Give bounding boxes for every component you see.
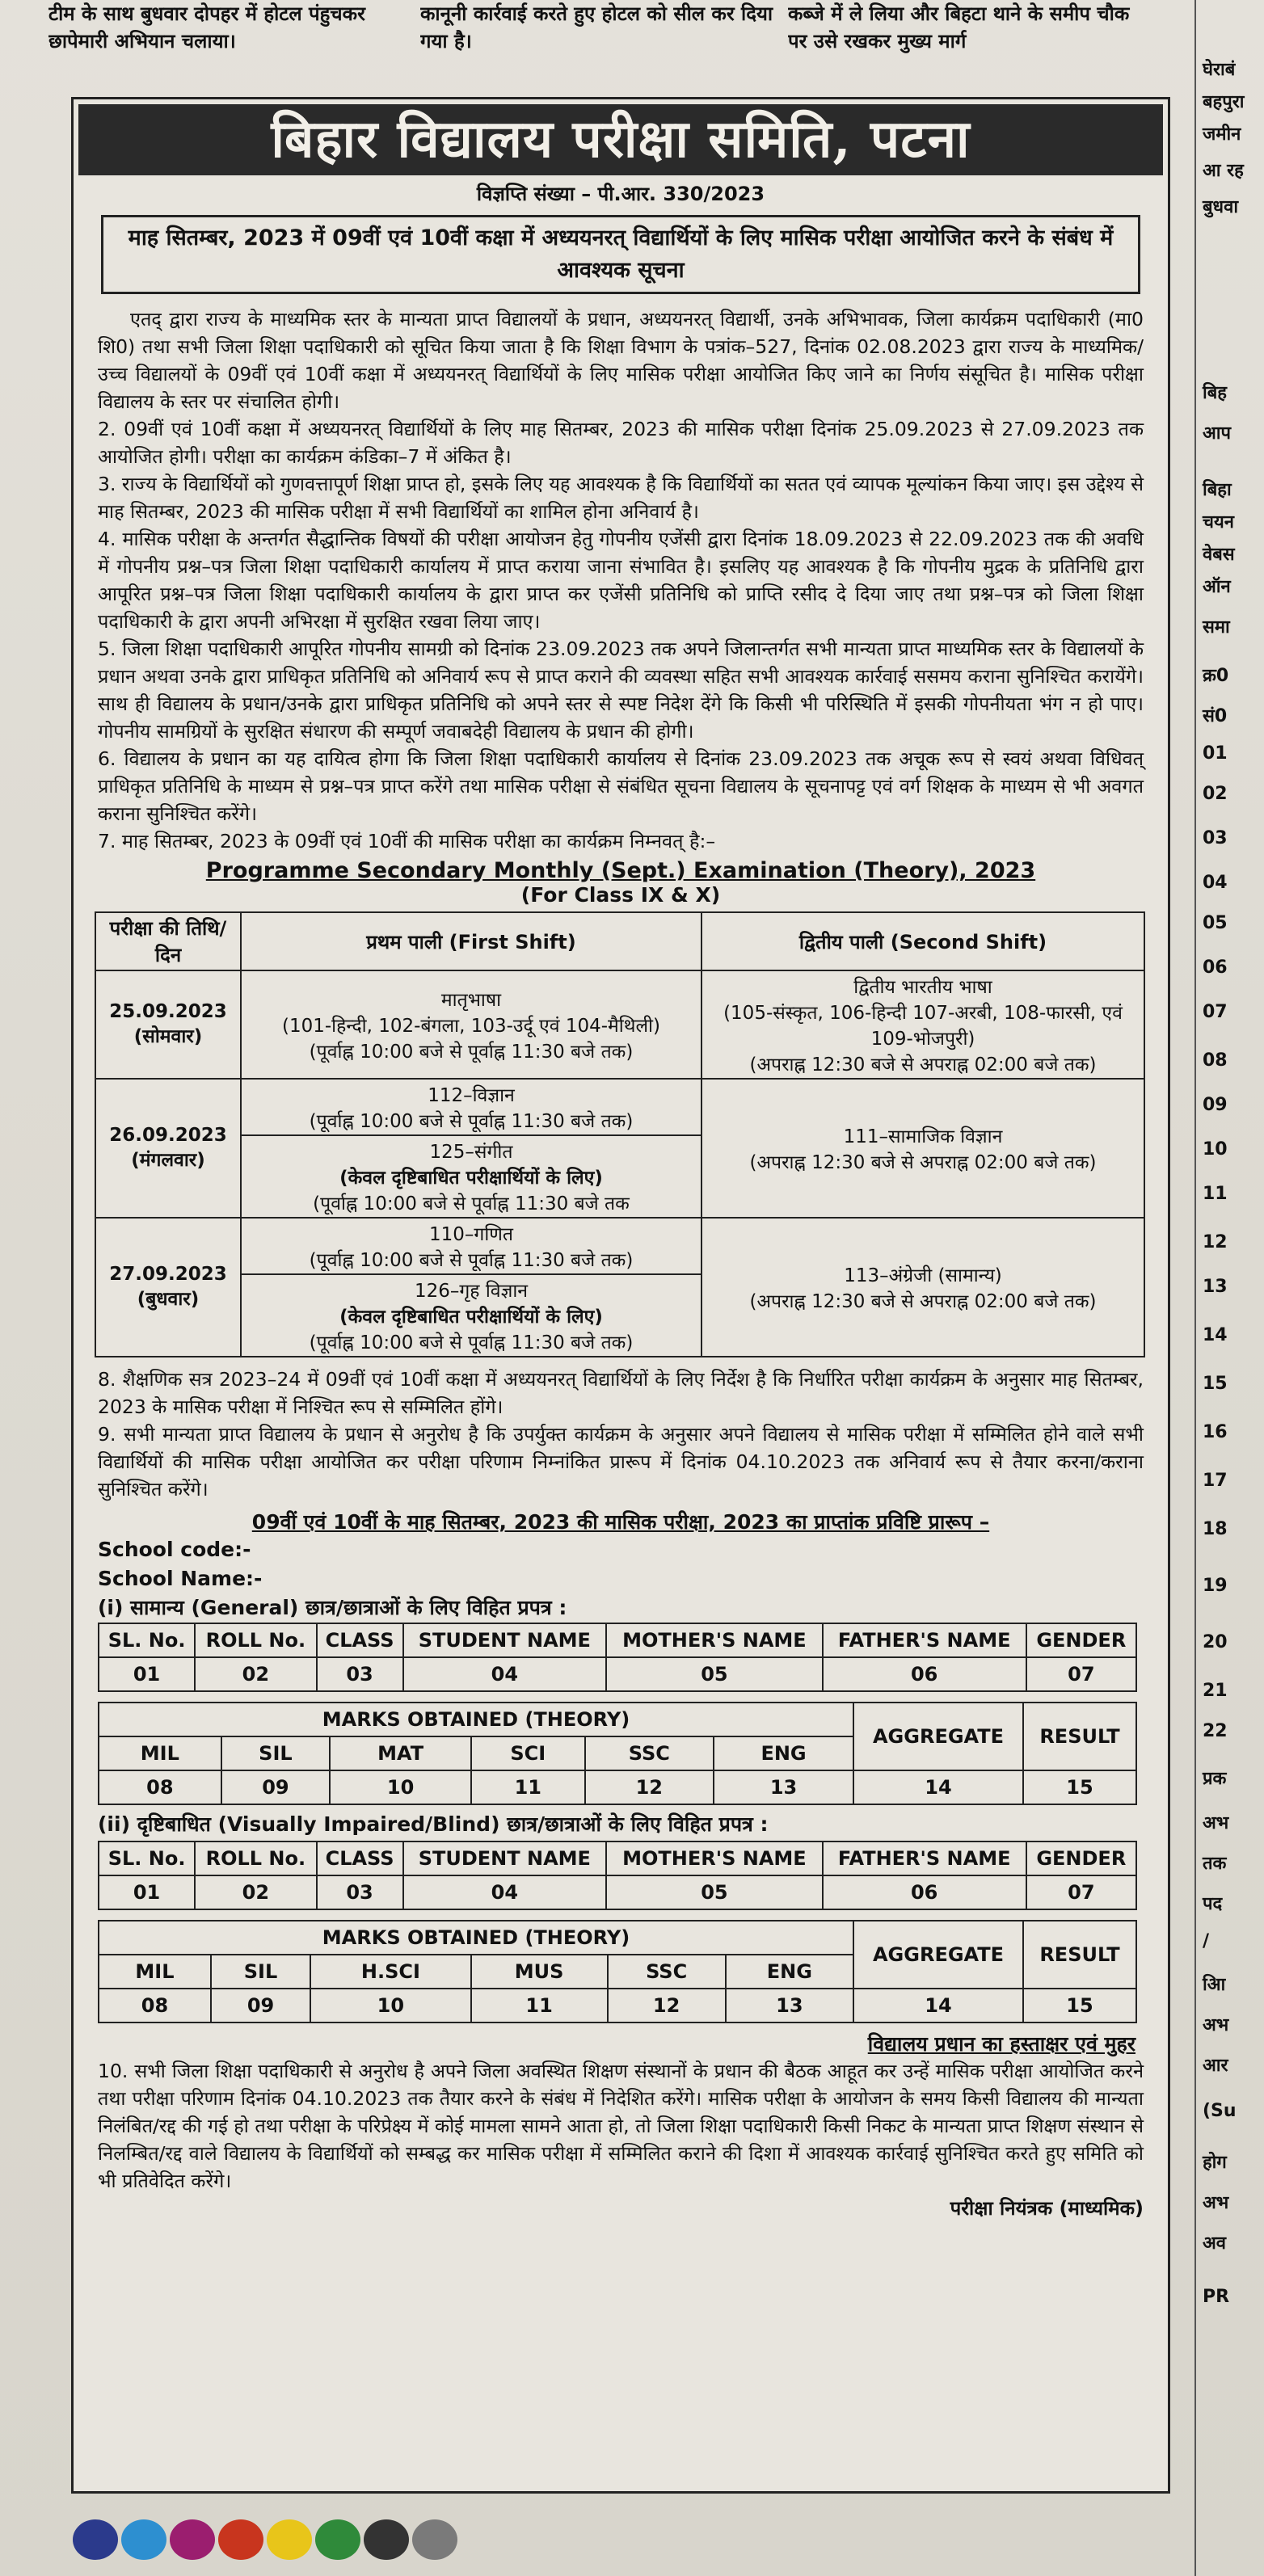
table-header-cell: GENDER — [1026, 1623, 1136, 1657]
side-news-fragment: 21 — [1203, 1681, 1228, 1701]
table-header-cell: SL. No. — [99, 1623, 195, 1657]
general-info-table — [98, 1623, 1137, 1692]
top-news-strip — [0, 0, 1188, 89]
top-news-col-3 — [788, 0, 1144, 55]
side-news-fragment: होग — [1203, 2153, 1227, 2173]
second-shift-cell — [702, 1218, 1144, 1357]
school-code-label: School code:- — [98, 1538, 251, 1561]
table-row — [99, 1921, 1136, 1955]
table-cell: 10 — [330, 1770, 471, 1804]
schedule-header-second: द्वितीय पाली (Second Shift) — [702, 912, 1144, 970]
side-news-fragment: जमीन — [1203, 124, 1241, 145]
table-cell: 11 — [471, 1989, 608, 2022]
top-news-text: कानूनी कार्रवाई करते हुए होटल को सील कर दिया गया है। — [420, 2, 773, 53]
table-header-cell: GENDER — [1026, 1842, 1136, 1875]
exam-date: 26.09.2023 — [109, 1125, 227, 1146]
table-cell: 06 — [823, 1875, 1026, 1909]
table-cell: 13 — [726, 1989, 853, 2022]
color-registration-dot — [267, 2519, 312, 2560]
table-cell: 14 — [853, 1770, 1023, 1804]
table-cell: 04 — [403, 1875, 607, 1909]
table-header-cell: FATHER'S NAME — [823, 1623, 1026, 1657]
schedule-row — [95, 1218, 1144, 1274]
shift-time: (अपराह्न 12:30 बजे से अपराह्न 02:00 बजे तक) — [749, 1054, 1097, 1075]
exam-day: (सोमवार) — [133, 1026, 203, 1047]
color-registration-dot — [364, 2519, 409, 2560]
side-news-fragment: 18 — [1203, 1519, 1228, 1539]
side-news-fragment: 14 — [1203, 1325, 1228, 1345]
table-cell: 07 — [1026, 1875, 1136, 1909]
paragraph-5: 5. जिला शिक्षा पदाधिकारी आपूरित गोपनीय सामग्री को दिनांक 23.09.2023 तक अपने जिलान्तर्गत सभी मान्यता प्राप्त माध्यमिक स्तर के विद्यालयों के प्रधान अथवा उनके द्वारा प्राधिकृत प्रतिनिधि को अनिवार्य रूप से प्राप्त कराने की व्यवस्था सहित सभी आवश्यक कार्रवाई ससमय कराना सुनिश्चित करायेंगे। साथ ही विद्यालय के प्रधान/उनके द्वारा प्राधिकृत प्रतिनिधि को अपने स्तर से स्पष्ट निदेश देंगे कि किसी भी परिस्थिति में इसकी गोपनीयता भंग न हो पाए। गोपनीय सामग्रियों के सुरक्षित संधारण की सम्पूर्ण जवाबदेही विद्यालय के प्रधान की होगी। — [98, 638, 1144, 743]
schedule-date-cell — [95, 1079, 241, 1218]
table-cell: 08 — [99, 1989, 211, 2022]
paragraph-4: 4. मासिक परीक्षा के अन्तर्गत सैद्धान्तिक विषयों की परीक्षा आयोजन हेतु गोपनीय एजेंसी द्वारा दिनांक 18.09.2023 से 22.09.2023 तक की अवधि में गोपनीय प्रश्न–पत्र जिला शिक्षा पदाधिकारी कार्यालय में प्राप्त कराया जाना संभावित है। इसलिए यह आवश्यक है कि गोपनीय मुद्रक के प्रतिनिधि द्वारा आपूरित प्रश्न–पत्र जिला शिक्षा पदाधिकारी कार्यालय के द्वारा प्राप्त कर एजेंसी प्रतिनिधि को प्राप्ति रसीद दे दिया जाए तथा प्रश्न–पत्र को जिला शिक्षा पदाधिकारी के द्वारा अपनी अभिरक्षा में सुरक्षित रखवा लिया जाए। — [98, 528, 1144, 633]
subject-name: द्वितीय भारतीय भाषा — [853, 977, 992, 998]
subject-name: मातृभाषा — [440, 990, 502, 1011]
table-cell: 13 — [714, 1770, 853, 1804]
first-shift-cell — [241, 1135, 702, 1218]
general-marks-table — [98, 1702, 1137, 1805]
subject-name: 126–गृह विज्ञान — [414, 1281, 529, 1302]
first-shift-cell — [241, 1079, 702, 1135]
side-news-fragment: 13 — [1203, 1277, 1228, 1297]
table-cell: 03 — [317, 1875, 403, 1909]
print-registration-marks — [0, 2511, 1264, 2568]
side-news-fragment: आि — [1203, 1975, 1226, 1995]
color-registration-dot — [412, 2519, 457, 2560]
first-shift-cell — [241, 970, 702, 1079]
table-cell: 15 — [1023, 1770, 1136, 1804]
exam-date: 27.09.2023 — [109, 1264, 227, 1285]
table-cell: 04 — [403, 1657, 607, 1691]
color-registration-dot — [218, 2519, 263, 2560]
subject-detail: (101-हिन्दी, 102-बंगला, 103-उर्दू एवं 104-मैथिली) — [282, 1016, 660, 1037]
paragraph-10: 10. सभी जिला शिक्षा पदाधिकारी से अनुरोध है अपने जिला अवस्थित शिक्षण संस्थानों के प्रधान की बैठक आहूत कर उन्हें मासिक परीक्षा आयोजित करने तथा परीक्षा परिणाम दिनांक 04.10.2023 तक तैयार करने के संबंध में निदेशित करेंगे। मासिक परीक्षा के आयोजन के समय किसी विद्यालय की मान्यता निलंबित/रद्द की गई हो तथा परीक्षा के परिप्रेक्ष्य में कोई मामला सामने आता हो, तो जिला शिक्षा पदाधिकारी किसी निकट के मान्यता प्राप्त शिक्षण संस्थान से निलम्बित/रद्द वाले विद्यालय के विद्यार्थियों को सम्बद्ध कर मासिक परीक्षा में सम्मिलित कराने की दिशा में आवश्यक कार्रवाई सुनिश्चित करते हुए समिति को भी प्रतिवेदित करेंगे। — [98, 2060, 1144, 2192]
side-news-fragment: सं0 — [1203, 706, 1228, 726]
side-news-fragment: 03 — [1203, 828, 1228, 848]
subject-detail: (105-संस्कृत, 106-हिन्दी 107-अरबी, 108-फारसी, एवं 109-भोजपुरी) — [723, 1003, 1123, 1050]
table-cell: 02 — [195, 1657, 316, 1691]
side-news-fragment: 15 — [1203, 1374, 1228, 1394]
side-news-fragment: 07 — [1203, 1002, 1228, 1022]
exam-schedule-table — [95, 911, 1145, 1357]
side-news-fragment: अभ — [1203, 1813, 1229, 1833]
table-cell: 14 — [853, 1989, 1023, 2022]
paragraph-3: 3. राज्य के विद्यार्थियों को गुणवत्तापूर्ण शिक्षा प्राप्त हो, इसके लिए यह आवश्यक है कि विद्यार्थियों का सतत एवं व्यापक मूल्यांकन किया जाए। इस उद्देश्य से माह सितम्बर, 2023 की मासिक परीक्षा में सभी विद्यार्थियों का शामिल होना अनिवार्य है। — [98, 473, 1144, 523]
table-row — [99, 1623, 1136, 1657]
table-header-cell: FATHER'S NAME — [823, 1842, 1026, 1875]
exam-day: (मंगलवार) — [131, 1150, 205, 1171]
table-header-cell: SL. No. — [99, 1842, 195, 1875]
top-news-col-2 — [420, 0, 776, 55]
paragraph-9: 9. सभी मान्यता प्राप्त विद्यालय के प्रधान से अनुरोध है कि उपर्युक्त कार्यक्रम के अनुसार अपने विद्यालय से मासिक परीक्षा में सम्मिलित होने वाले सभी विद्यार्थियों की मासिक परीक्षा आयोजित कर परीक्षा परिणाम निम्नांकित प्रारूप में दिनांक 04.10.2023 तक अनिवार्य रूप से तैयार करना/कराना सुनिश्चित करेंगे। — [98, 1423, 1144, 1501]
table-cell: 11 — [471, 1770, 585, 1804]
paragraph-6: 6. विद्यालय के प्रधान का यह दायित्व होगा कि जिला शिक्षा पदाधिकारी कार्यालय से दिनांक 23.09.2023 तक अचूक रूप से स्वयं अथवा विधिवत् प्राधिकृत प्रतिनिधि के माध्यम से प्रश्न–पत्र प्राप्त करेंगे तथा मासिक परीक्षा से संबंधित सूचना विद्यालय के सूचनापट्ट एवं वर्ग शिक्षक के माध्यम से भी अवगत कराना सुनिश्चित करेंगे। — [98, 747, 1144, 825]
subject-name: 125–संगीत — [429, 1142, 513, 1163]
shift-time: (पूर्वाह्न 10:00 बजे से पूर्वाह्न 11:30 बजे तक) — [309, 1042, 634, 1063]
side-news-fragment: ऑन — [1203, 577, 1231, 597]
color-registration-dot — [170, 2519, 215, 2560]
subject-header-cell: SIL — [211, 1955, 310, 1989]
subject-header-cell: MAT — [330, 1736, 471, 1770]
color-registration-dot — [73, 2519, 118, 2560]
table-cell: 09 — [221, 1770, 331, 1804]
marks-title: MARKS OBTAINED (THEORY) — [99, 1703, 853, 1736]
first-shift-cell — [241, 1218, 702, 1274]
subject-name: 113–अंग्रेजी (सामान्य) — [844, 1265, 1002, 1286]
exam-date: 25.09.2023 — [109, 1001, 227, 1022]
side-news-fragment: (Su — [1203, 2101, 1237, 2121]
schedule-header-first: प्रथम पाली (First Shift) — [241, 912, 702, 970]
side-news-fragment: 02 — [1203, 784, 1228, 804]
notice-subject: माह सितम्बर, 2023 में 09वीं एवं 10वीं कक्षा में अध्ययनरत् विद्यार्थियों के लिए मासिक परीक्षा आयोजित करने के संबंध में आवश्यक सूचना — [101, 215, 1140, 294]
right-news-strip — [1194, 0, 1264, 2576]
side-news-fragment: तक — [1203, 1854, 1227, 1874]
side-news-fragment: 04 — [1203, 873, 1228, 893]
side-news-fragment: अभ — [1203, 2193, 1229, 2213]
subject-name: 110–गणित — [428, 1224, 514, 1245]
marks-title: MARKS OBTAINED (THEORY) — [99, 1921, 853, 1955]
subject-name: 111–सामाजिक विज्ञान — [843, 1126, 1003, 1147]
side-news-fragment: 06 — [1203, 958, 1228, 978]
programme-title: Programme Secondary Monthly (Sept.) Examination (Theory), 2023 — [205, 858, 1036, 883]
shift-time: (पूर्वाह्न 10:00 बजे से पूर्वाह्न 11:30 बजे तक) — [309, 1332, 634, 1353]
bseb-notice — [71, 97, 1170, 2494]
side-news-fragment: 12 — [1203, 1232, 1228, 1252]
side-news-fragment: PR — [1203, 2287, 1230, 2307]
subject-header-cell: SCI — [471, 1736, 585, 1770]
table-row — [99, 1657, 1136, 1691]
subject-header-cell: SIL — [221, 1736, 331, 1770]
side-news-fragment: 08 — [1203, 1050, 1228, 1071]
color-registration-dot — [121, 2519, 166, 2560]
schedule-row — [95, 970, 1144, 1079]
first-shift-cell — [241, 1274, 702, 1357]
vi-format-label: (ii) दृष्टिबाधित (Visually Impaired/Blind) छात्र/छात्राओं के लिए विहित प्रपत्र : — [98, 1812, 769, 1836]
schedule-date-cell — [95, 1218, 241, 1357]
notice-body — [74, 305, 1168, 855]
subject-header-cell: ENG — [714, 1736, 853, 1770]
paragraph-1: एतद् द्वारा राज्य के माध्यमिक स्तर के मान्यता प्राप्त विद्यालयों के प्रधान, अध्ययनरत् विद्यार्थी, उनके अभिभावक, जिला कार्यक्रम पदाधिकारी (मा0 शि0) तथा सभी जिला शिक्षा पदाधिकारी को सूचित किया जाता है कि शिक्षा विभाग के पत्रांक–527, दिनांक 02.08.2023 द्वारा राज्य के माध्यमिक/उच्च विद्यालयों के 09वीं एवं 10वीं कक्षा में अध्ययनरत् विद्यार्थियों के लिए मासिक परीक्षा आयोजित किए जाने का निर्णय संसूचित है। मासिक परीक्षा विद्यालय के स्तर पर संचालित होगी। — [98, 308, 1144, 413]
schedule-header-date: परीक्षा की तिथि/दिन — [95, 912, 241, 970]
side-news-fragment: समा — [1203, 617, 1230, 638]
side-news-fragment: बिहा — [1203, 480, 1232, 500]
notice-body-2 — [74, 1366, 1168, 1503]
side-news-fragment: बिह — [1203, 383, 1227, 403]
side-news-fragment: 20 — [1203, 1632, 1228, 1652]
aggregate-header: AGGREGATE — [853, 1921, 1023, 1989]
side-news-fragment: चयन — [1203, 512, 1234, 532]
table-cell: 15 — [1023, 1989, 1136, 2022]
shift-time: (अपराह्न 12:30 बजे से अपराह्न 02:00 बजे तक) — [749, 1291, 1097, 1312]
shift-time: (पूर्वाह्न 10:00 बजे से पूर्वाह्न 11:30 बजे तक) — [309, 1250, 634, 1271]
shift-time: (पूर्वाह्न 10:00 बजे से पूर्वाह्न 11:30 बजे तक — [313, 1193, 630, 1214]
table-row — [99, 1842, 1136, 1875]
side-news-fragment: / — [1203, 1931, 1210, 1951]
table-cell: 06 — [823, 1657, 1026, 1691]
side-news-fragment: 19 — [1203, 1576, 1228, 1596]
table-cell: 03 — [317, 1657, 403, 1691]
side-news-fragment: वेबस — [1203, 545, 1235, 565]
vi-marks-table — [98, 1920, 1137, 2023]
table-cell: 12 — [608, 1989, 726, 2022]
exam-day: (बुधवार) — [137, 1289, 200, 1310]
subject-header-cell: H.SCI — [310, 1955, 471, 1989]
table-row — [99, 1875, 1136, 1909]
table-row — [99, 1703, 1136, 1736]
table-header-cell: STUDENT NAME — [403, 1623, 607, 1657]
side-news-fragment: बुधवा — [1203, 197, 1239, 217]
table-cell: 05 — [606, 1657, 823, 1691]
top-news-text: कब्जे में ले लिया और बिहटा थाने के समीप चौक पर उसे रखकर मुख्य मार्ग — [788, 2, 1130, 53]
second-shift-cell — [702, 1079, 1144, 1218]
table-cell: 07 — [1026, 1657, 1136, 1691]
programme-subtitle: (For Class IX & X) — [520, 883, 721, 907]
notice-body-3 — [74, 2057, 1168, 2195]
subject-detail: (केवल दृष्टिबाधित परीक्षार्थियों के लिए) — [339, 1307, 603, 1328]
subject-name: 112–विज्ञान — [428, 1085, 515, 1106]
result-header: RESULT — [1023, 1921, 1136, 1989]
paragraph-8: 8. शैक्षणिक सत्र 2023–24 में 09वीं एवं 10वीं कक्षा में अध्ययनरत् विद्यार्थियों के लिए निर्देश है कि निर्धारित परीक्षा कार्यक्रम के अनुसार माह सितम्बर, 2023 के मासिक परीक्षा में निश्चित रूप से सम्मिलित होंगे। — [98, 1368, 1144, 1418]
schedule-date-cell — [95, 970, 241, 1079]
side-news-fragment: 09 — [1203, 1095, 1228, 1115]
result-header: RESULT — [1023, 1703, 1136, 1770]
paragraph-7: 7. माह सितम्बर, 2023 के 09वीं एवं 10वीं की मासिक परीक्षा का कार्यक्रम निम्नवत् है:– — [98, 830, 716, 852]
subject-header-cell: SSC — [585, 1736, 714, 1770]
shift-time: (पूर्वाह्न 10:00 बजे से पूर्वाह्न 11:30 बजे तक) — [309, 1111, 634, 1132]
format-heading: 09वीं एवं 10वीं के माह सितम्बर, 2023 की मासिक परीक्षा, 2023 का प्राप्तांक प्रविष्टि प्रारूप – — [251, 1510, 990, 1534]
table-row — [99, 1989, 1136, 2022]
side-news-fragment: बहपुरा — [1203, 92, 1245, 112]
notice-reference: विज्ञप्ति संख्या – पी.आर. 330/2023 — [476, 183, 765, 205]
table-header-cell: MOTHER'S NAME — [606, 1842, 823, 1875]
table-cell: 09 — [211, 1989, 310, 2022]
table-row — [99, 1770, 1136, 1804]
side-news-fragment: पद — [1203, 1894, 1223, 1914]
shift-time: (अपराह्न 12:30 बजे से अपराह्न 02:00 बजे तक) — [749, 1152, 1097, 1173]
table-header-cell: ROLL No. — [195, 1842, 316, 1875]
table-header-cell: MOTHER'S NAME — [606, 1623, 823, 1657]
subject-header-cell: SSC — [608, 1955, 726, 1989]
paragraph-2: 2. 09वीं एवं 10वीं कक्षा में अध्ययनरत् विद्यार्थियों के लिए माह सितम्बर, 2023 की मासिक परीक्षा दिनांक 25.09.2023 से 27.09.2023 तक आयोजित होगी। परीक्षा का कार्यक्रम कंडिका–7 में अंकित है। — [98, 418, 1144, 468]
table-cell: 02 — [195, 1875, 316, 1909]
subject-detail: (केवल दृष्टिबाधित परीक्षार्थियों के लिए) — [339, 1168, 603, 1189]
table-header-cell: ROLL No. — [195, 1623, 316, 1657]
table-cell: 12 — [585, 1770, 714, 1804]
table-header-cell: CLASS — [317, 1623, 403, 1657]
side-news-fragment: 17 — [1203, 1471, 1228, 1491]
side-news-fragment: अव — [1203, 2233, 1227, 2254]
side-news-fragment: 05 — [1203, 913, 1228, 933]
school-name-label: School Name:- — [98, 1567, 263, 1590]
top-news-col-1 — [48, 0, 404, 55]
side-news-fragment: 11 — [1203, 1184, 1228, 1204]
table-header-cell: CLASS — [317, 1842, 403, 1875]
schedule-row — [95, 1079, 1144, 1135]
side-news-fragment: घेराबं — [1203, 60, 1236, 80]
table-cell: 10 — [310, 1989, 471, 2022]
subject-header-cell: MIL — [99, 1736, 221, 1770]
side-news-fragment: 16 — [1203, 1422, 1228, 1442]
side-news-fragment: 01 — [1203, 743, 1228, 764]
general-format-label: (i) सामान्य (General) छात्र/छात्राओं के लिए विहित प्रपत्र : — [98, 1596, 567, 1619]
table-header-cell: STUDENT NAME — [403, 1842, 607, 1875]
side-news-fragment: अभ — [1203, 2015, 1229, 2035]
controller-signature: परीक्षा नियंत्रक (माध्यमिक) — [950, 2197, 1144, 2220]
side-news-fragment: आर — [1203, 2056, 1228, 2076]
subject-header-cell: MIL — [99, 1955, 211, 1989]
table-cell: 01 — [99, 1875, 195, 1909]
vi-info-table — [98, 1841, 1137, 1910]
subject-header-cell: ENG — [726, 1955, 853, 1989]
notice-title: बिहार विद्यालय परीक्षा समिति, पटना — [78, 104, 1163, 175]
table-cell: 01 — [99, 1657, 195, 1691]
second-shift-cell — [702, 970, 1144, 1079]
side-news-fragment: 10 — [1203, 1139, 1228, 1160]
color-registration-dot — [315, 2519, 360, 2560]
side-news-fragment: क्र0 — [1203, 666, 1229, 686]
side-news-fragment: 22 — [1203, 1721, 1228, 1741]
principal-signature-label: विद्यालय प्रधान का हस्ताक्षर एवं मुहर — [867, 2032, 1135, 2056]
side-news-fragment: आ रह — [1203, 161, 1244, 181]
table-cell: 05 — [606, 1875, 823, 1909]
aggregate-header: AGGREGATE — [853, 1703, 1023, 1770]
top-news-text: टीम के साथ बुधवार दोपहर में होटल पंहुचकर छापेमारी अभियान चलाया। — [48, 2, 365, 53]
subject-header-cell: MUS — [471, 1955, 608, 1989]
side-news-fragment: प्रक — [1203, 1769, 1227, 1789]
side-news-fragment: आप — [1203, 423, 1231, 444]
table-cell: 08 — [99, 1770, 221, 1804]
